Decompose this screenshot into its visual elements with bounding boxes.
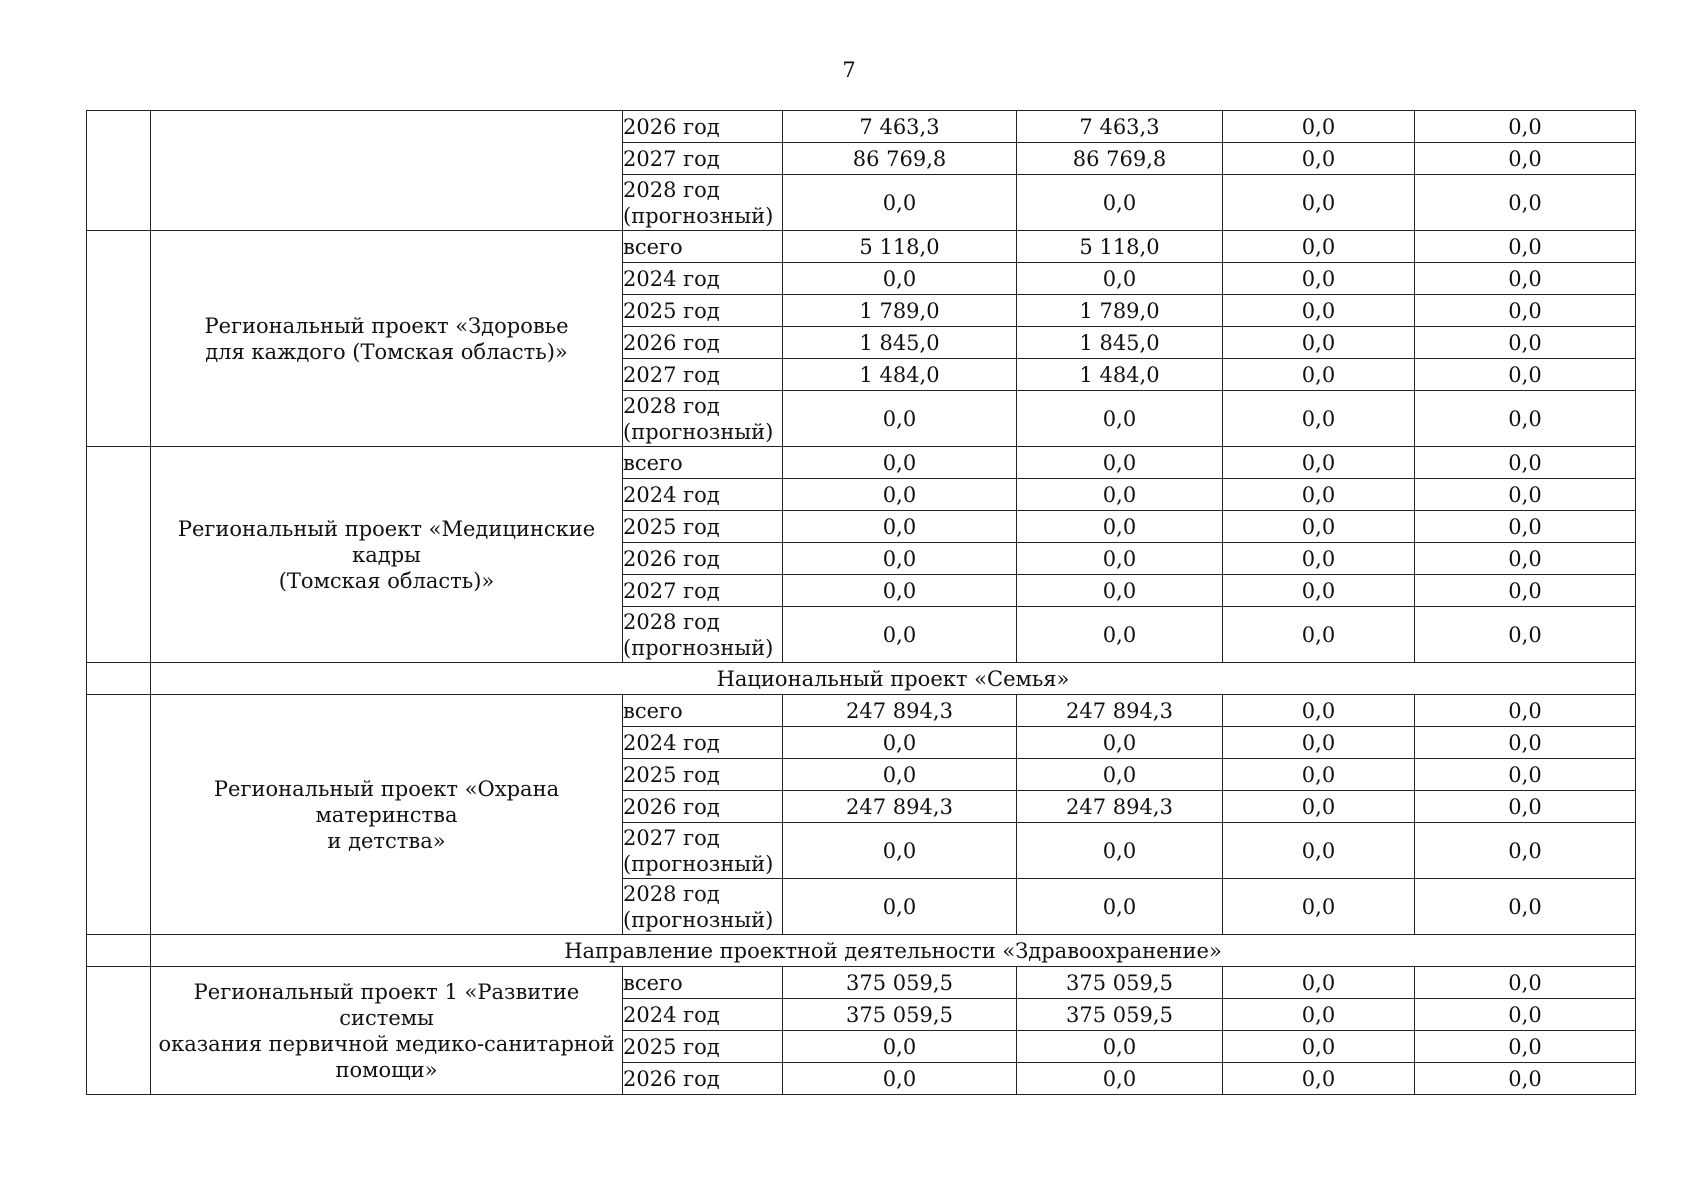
value-cell: 0,0 (1017, 727, 1223, 759)
value-cell: 0,0 (1415, 295, 1636, 327)
project-name-cell (151, 111, 623, 231)
period-cell: 2028 год (прогнозный) (623, 879, 783, 935)
budget-table (86, 110, 1636, 1095)
value-cell: 0,0 (1223, 999, 1415, 1031)
value-cell: 1 484,0 (783, 359, 1017, 391)
value-cell: 0,0 (1017, 607, 1223, 663)
value-cell: 0,0 (1415, 727, 1636, 759)
value-cell: 0,0 (1415, 359, 1636, 391)
value-cell: 0,0 (1415, 447, 1636, 479)
value-cell: 0,0 (1017, 823, 1223, 879)
number-cell (87, 231, 151, 447)
value-cell: 0,0 (1017, 879, 1223, 935)
number-cell (87, 695, 151, 935)
value-cell: 375 059,5 (783, 999, 1017, 1031)
value-cell: 0,0 (783, 543, 1017, 575)
period-cell: 2026 год (623, 1063, 783, 1095)
value-cell: 0,0 (1017, 543, 1223, 575)
value-cell: 0,0 (1223, 695, 1415, 727)
project-name-cell: Региональный проект «Медицинские кадры (Томская область)» (151, 447, 623, 663)
period-cell: 2026 год (623, 543, 783, 575)
value-cell: 0,0 (1223, 879, 1415, 935)
value-cell: 0,0 (1223, 231, 1415, 263)
value-cell: 0,0 (783, 823, 1017, 879)
period-cell: 2027 год (прогнозный) (623, 823, 783, 879)
value-cell: 0,0 (783, 511, 1017, 543)
value-cell: 0,0 (1415, 607, 1636, 663)
value-cell: 0,0 (1223, 791, 1415, 823)
value-cell: 0,0 (1415, 879, 1636, 935)
value-cell: 86 769,8 (1017, 143, 1223, 175)
period-cell: 2024 год (623, 263, 783, 295)
value-cell: 1 789,0 (783, 295, 1017, 327)
value-cell: 0,0 (1415, 231, 1636, 263)
project-name-cell: Региональный проект 1 «Развитие системы оказания первичной медико-санитарной помощи» (151, 967, 623, 1095)
number-cell (87, 935, 151, 967)
value-cell: 0,0 (1017, 479, 1223, 511)
number-cell (87, 111, 151, 231)
value-cell: 0,0 (1017, 447, 1223, 479)
value-cell: 0,0 (1415, 263, 1636, 295)
value-cell: 1 789,0 (1017, 295, 1223, 327)
period-cell: 2024 год (623, 727, 783, 759)
value-cell: 0,0 (1415, 1031, 1636, 1063)
section-heading: Национальный проект «Семья» (151, 663, 1636, 695)
section-heading: Направление проектной деятельности «Здравоохранение» (151, 935, 1636, 967)
value-cell: 247 894,3 (783, 695, 1017, 727)
period-cell: 2028 год (прогнозный) (623, 391, 783, 447)
period-cell: всего (623, 231, 783, 263)
value-cell: 0,0 (1223, 511, 1415, 543)
value-cell: 247 894,3 (1017, 791, 1223, 823)
period-cell: 2028 год (прогнозный) (623, 175, 783, 231)
value-cell: 0,0 (1415, 695, 1636, 727)
value-cell: 0,0 (1223, 359, 1415, 391)
value-cell: 0,0 (1415, 543, 1636, 575)
value-cell: 86 769,8 (783, 143, 1017, 175)
value-cell: 0,0 (1223, 327, 1415, 359)
value-cell: 0,0 (1017, 263, 1223, 295)
value-cell: 0,0 (1223, 479, 1415, 511)
value-cell: 0,0 (1223, 575, 1415, 607)
value-cell: 375 059,5 (783, 967, 1017, 999)
value-cell: 0,0 (1415, 511, 1636, 543)
value-cell: 0,0 (1017, 1063, 1223, 1095)
value-cell: 0,0 (783, 879, 1017, 935)
value-cell: 0,0 (1223, 447, 1415, 479)
value-cell: 0,0 (1223, 263, 1415, 295)
value-cell: 0,0 (1223, 759, 1415, 791)
period-cell: 2026 год (623, 327, 783, 359)
value-cell: 0,0 (1415, 143, 1636, 175)
section-heading-row (87, 935, 1636, 967)
value-cell: 0,0 (1223, 295, 1415, 327)
page-number: 7 (842, 58, 856, 82)
value-cell: 0,0 (1415, 759, 1636, 791)
number-cell (87, 663, 151, 695)
period-cell: 2026 год (623, 791, 783, 823)
value-cell: 0,0 (1415, 391, 1636, 447)
period-cell: 2024 год (623, 479, 783, 511)
value-cell: 0,0 (1415, 175, 1636, 231)
table-row (87, 111, 1636, 143)
table-row (87, 967, 1636, 999)
value-cell: 7 463,3 (1017, 111, 1223, 143)
value-cell: 0,0 (783, 479, 1017, 511)
value-cell: 0,0 (1415, 1063, 1636, 1095)
value-cell: 0,0 (1415, 967, 1636, 999)
value-cell: 0,0 (1017, 511, 1223, 543)
period-cell: всего (623, 447, 783, 479)
value-cell: 0,0 (1223, 607, 1415, 663)
period-cell: 2025 год (623, 1031, 783, 1063)
value-cell: 0,0 (1415, 327, 1636, 359)
value-cell: 247 894,3 (783, 791, 1017, 823)
value-cell: 0,0 (1223, 727, 1415, 759)
value-cell: 0,0 (1415, 823, 1636, 879)
period-cell: 2027 год (623, 575, 783, 607)
value-cell: 0,0 (783, 607, 1017, 663)
period-cell: 2026 год (623, 111, 783, 143)
period-cell: 2027 год (623, 143, 783, 175)
value-cell: 0,0 (1017, 1031, 1223, 1063)
period-cell: всего (623, 695, 783, 727)
value-cell: 0,0 (1223, 1063, 1415, 1095)
value-cell: 0,0 (783, 759, 1017, 791)
value-cell: 0,0 (1017, 175, 1223, 231)
period-cell: 2027 год (623, 359, 783, 391)
period-cell: всего (623, 967, 783, 999)
value-cell: 0,0 (1223, 967, 1415, 999)
value-cell: 1 484,0 (1017, 359, 1223, 391)
section-heading-row (87, 663, 1636, 695)
period-cell: 2025 год (623, 511, 783, 543)
value-cell: 0,0 (1223, 823, 1415, 879)
number-cell (87, 967, 151, 1095)
table-row (87, 447, 1636, 479)
value-cell: 0,0 (1223, 1031, 1415, 1063)
value-cell: 0,0 (1223, 143, 1415, 175)
table-row (87, 695, 1636, 727)
value-cell: 0,0 (1017, 575, 1223, 607)
value-cell: 375 059,5 (1017, 967, 1223, 999)
value-cell: 0,0 (783, 391, 1017, 447)
period-cell: 2024 год (623, 999, 783, 1031)
value-cell: 0,0 (1223, 111, 1415, 143)
value-cell: 0,0 (1415, 791, 1636, 823)
value-cell: 0,0 (1223, 391, 1415, 447)
value-cell: 0,0 (783, 575, 1017, 607)
value-cell: 0,0 (1223, 175, 1415, 231)
value-cell: 0,0 (1415, 999, 1636, 1031)
value-cell: 0,0 (1017, 391, 1223, 447)
value-cell: 0,0 (1415, 575, 1636, 607)
value-cell: 5 118,0 (1017, 231, 1223, 263)
number-cell (87, 447, 151, 663)
period-cell: 2025 год (623, 295, 783, 327)
value-cell: 0,0 (1415, 479, 1636, 511)
period-cell: 2028 год (прогнозный) (623, 607, 783, 663)
value-cell: 375 059,5 (1017, 999, 1223, 1031)
budget-table-body (87, 111, 1636, 1095)
project-name-cell: Региональный проект «Здоровье для каждого (Томская область)» (151, 231, 623, 447)
period-cell: 2025 год (623, 759, 783, 791)
project-name-cell: Региональный проект «Охрана материнства и детства» (151, 695, 623, 935)
value-cell: 0,0 (783, 1063, 1017, 1095)
value-cell: 0,0 (1223, 543, 1415, 575)
value-cell: 0,0 (783, 447, 1017, 479)
value-cell: 0,0 (783, 727, 1017, 759)
value-cell: 5 118,0 (783, 231, 1017, 263)
value-cell: 1 845,0 (783, 327, 1017, 359)
value-cell: 0,0 (783, 263, 1017, 295)
value-cell: 0,0 (1415, 111, 1636, 143)
value-cell: 0,0 (1017, 759, 1223, 791)
value-cell: 7 463,3 (783, 111, 1017, 143)
value-cell: 1 845,0 (1017, 327, 1223, 359)
value-cell: 0,0 (783, 1031, 1017, 1063)
value-cell: 247 894,3 (1017, 695, 1223, 727)
table-row (87, 231, 1636, 263)
value-cell: 0,0 (783, 175, 1017, 231)
